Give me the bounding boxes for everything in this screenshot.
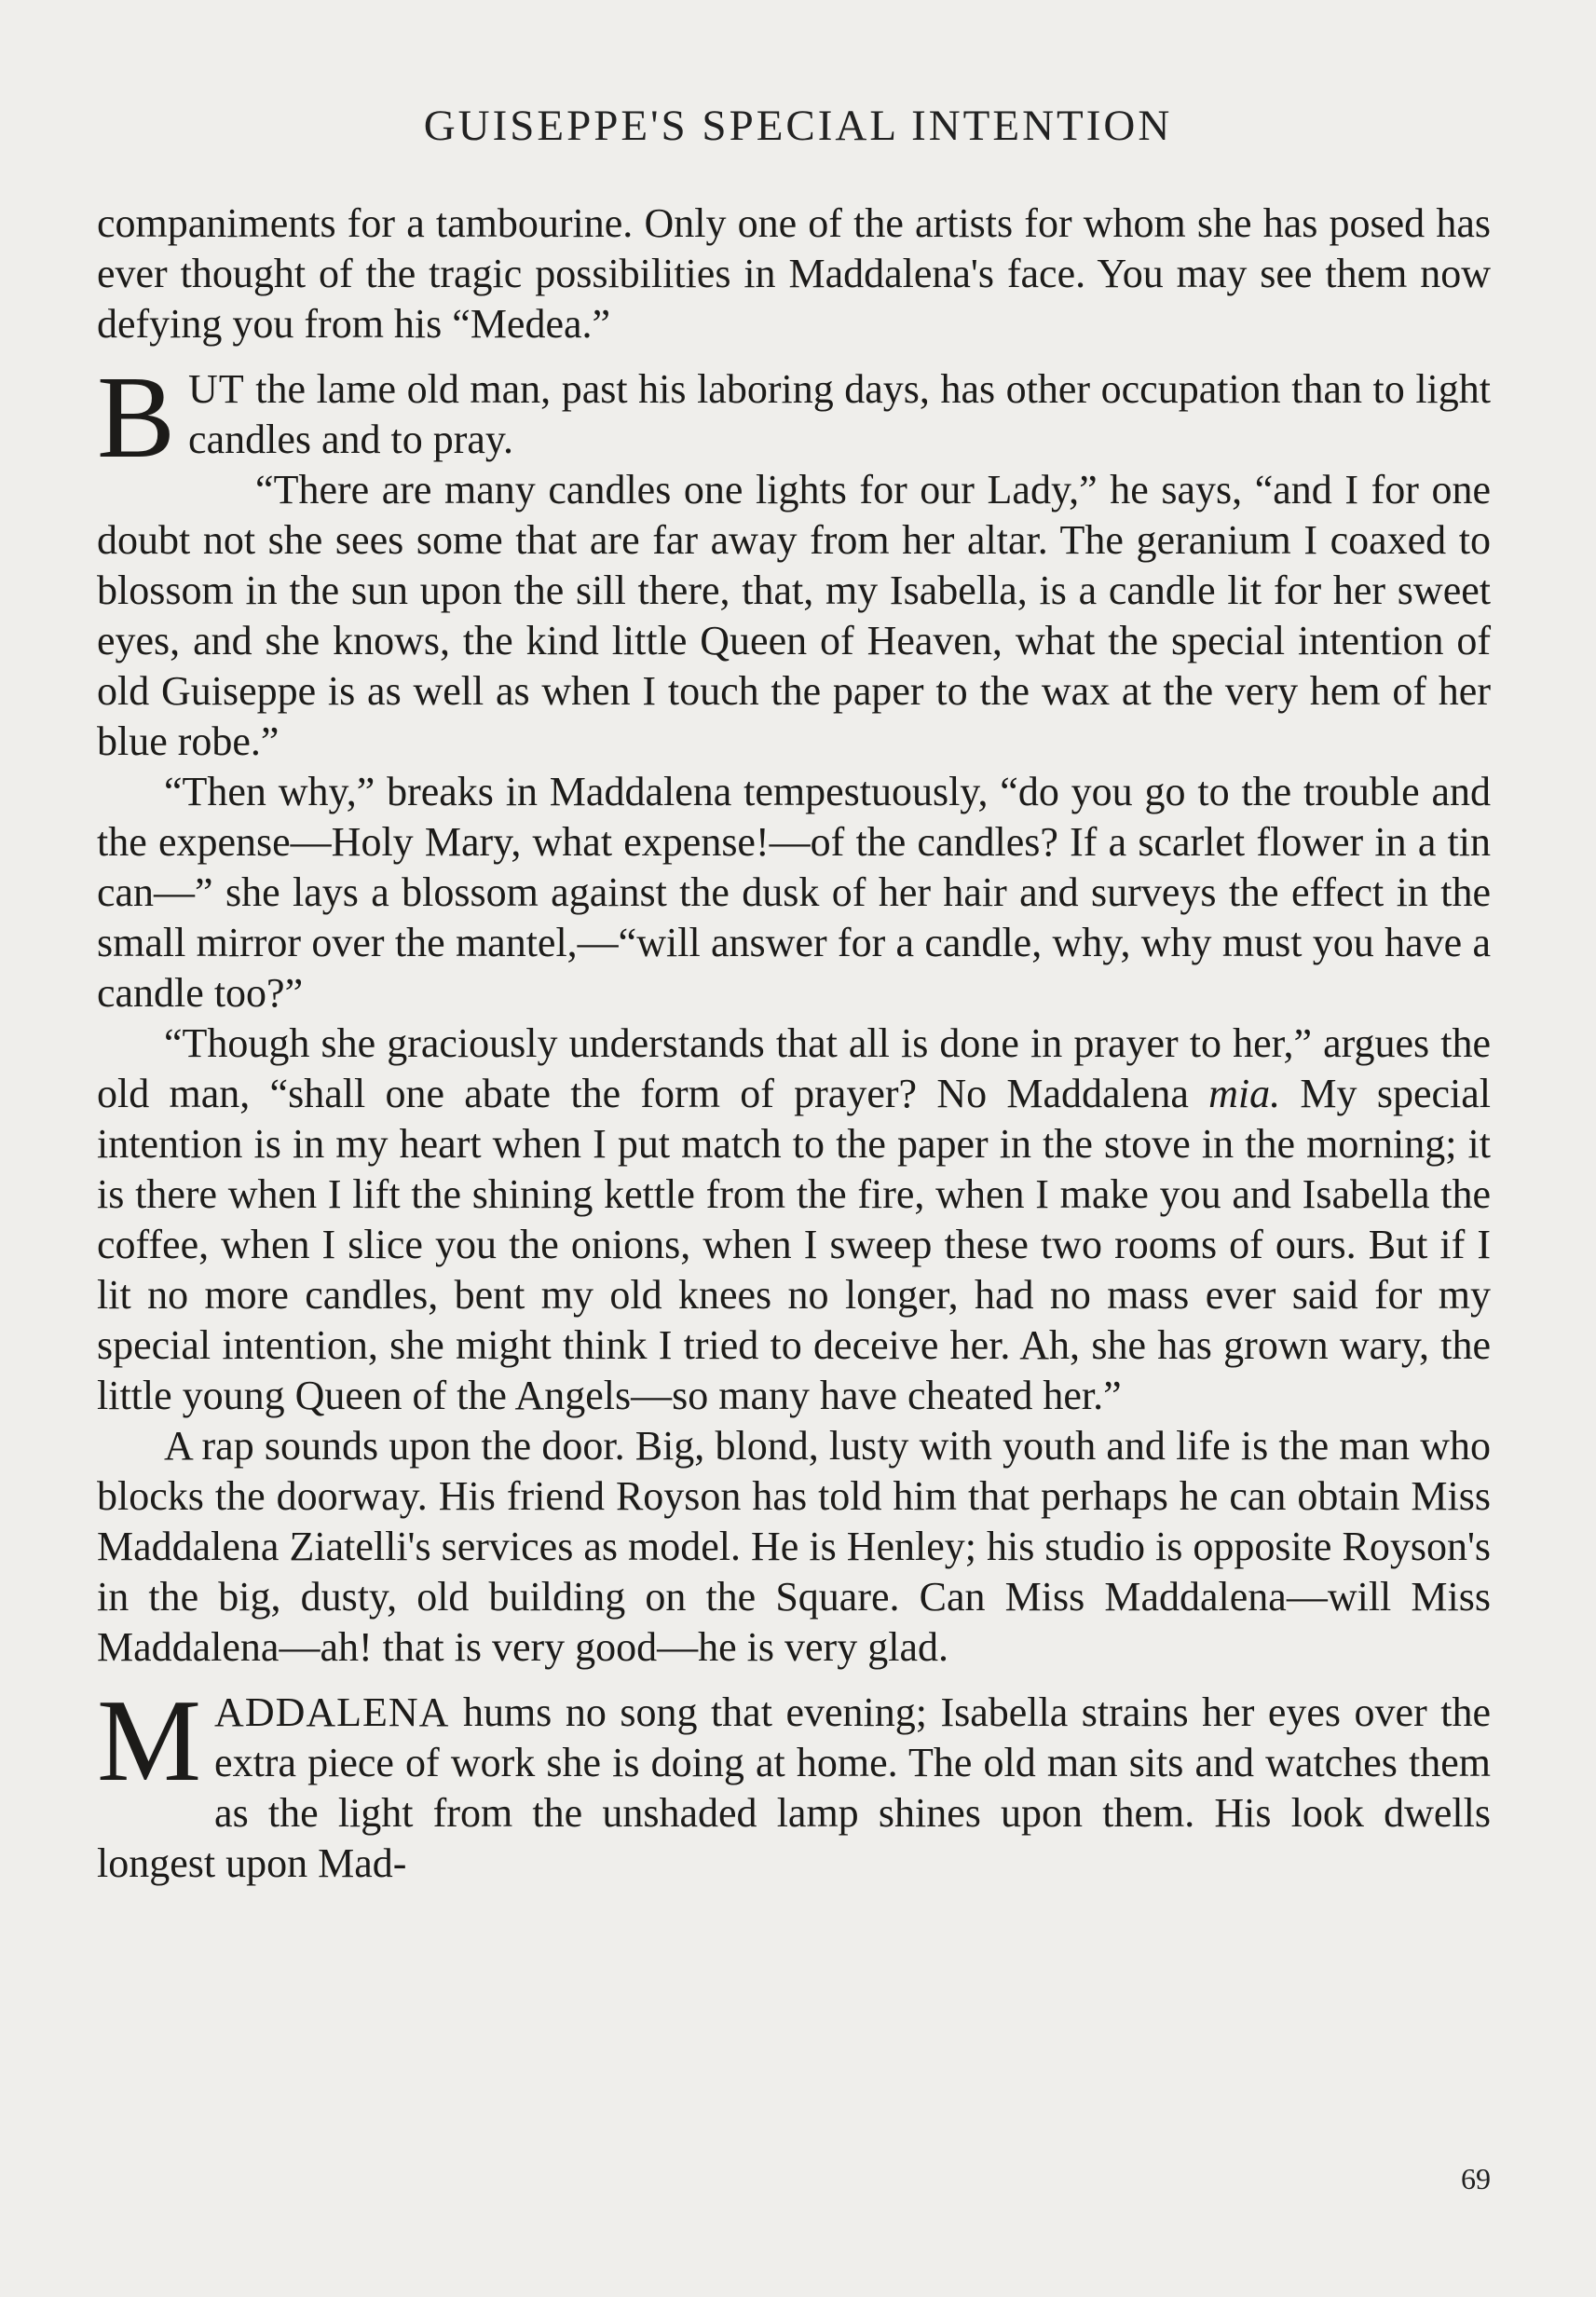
section-2-lead-text: hums no song that evening; Isabella strains her eyes over the extra piece of work she is doing at home. The old man sits and watches them as the light from the unshaded lamp shines upon them. His look dwells longest upon Mad- <box>97 1689 1491 1886</box>
section-2-lead-caps: ADDALENA <box>214 1689 450 1735</box>
paragraph-though-part-a: “Though she graciously understands that all is done in prayer to her,” argues the old man, “shall one abate the form of prayer? No Maddalena <box>97 1020 1491 1116</box>
page-number: 69 <box>1461 2162 1491 2195</box>
paragraph-section-1-opening <box>97 353 1491 483</box>
body-text <box>97 198 1491 1889</box>
paragraph-candles: “There are many candles one lights for our Lady,” he says, “and I for one doubt not she sees some that are far away from her altar. The geranium I coaxed to blossom in the sun upon the sill there, that, my Isabella, is a candle lit for her sweet eyes, and she knows, the kind little Queen of Heaven, what the special intention of old Guiseppe is as well as when I touch the paper to the wax at the very hem of her blue robe.” <box>97 467 1491 764</box>
paragraph-section-2-opening <box>97 1676 1491 1889</box>
paragraph-though-part-b: My special intention is in my heart when I put match to the paper in the stove in the morning; it is there when I lift the shining kettle from the fire, when I make you and Isabella the coffee, when I slice you the onions, when I sweep these two rooms of ours. But if I lit no more candles, bent my old knees no longer, had no mass ever said for my special intention, she might think I tried to deceive her. Ah, she has grown wary, the little young Queen of the Angels—so many have cheated her.” <box>97 1071 1491 1418</box>
section-1-lead-text: the lame old man, past his laboring days, has other occupation than to light candles and to pray. <box>188 366 1491 462</box>
section-2 <box>97 1676 1491 1889</box>
drop-cap-m: M <box>97 1676 202 1806</box>
paragraph-then-why: “Then why,” breaks in Maddalena tempestuously, “do you go to the trouble and the expense—Holy Mary, what expense!—of the candles? If a scarlet flower in a tin can—” she lays a blossom against the dusk of her hair and surveys the effect in the small mirror over the mantel,—“will answer for a candle, why, why must you have a candle too?” <box>97 769 1491 1016</box>
italic-mia: mia. <box>1208 1071 1281 1116</box>
paragraph-rap: A rap sounds upon the door. Big, blond, lusty with youth and life is the man who blocks the doorway. His friend Royson has told him that perhaps he can obtain Miss Maddalena Ziatelli's services as model. He is Henley; his studio is opposite Royson's in the big, dusty, old building on the Square. Can Miss Maddalena—will Miss Maddalena—ah! that is very good—he is very glad. <box>97 1423 1491 1670</box>
running-head: GUISEPPE'S SPECIAL INTENTION <box>423 102 1173 150</box>
paragraph-continued: companiments for a tambourine. Only one of the artists for whom she has posed has ever thought of the tragic possibilities in Maddalena's face. You may see them now defying you from his “Medea.” <box>97 200 1491 347</box>
drop-cap-b: B <box>97 353 176 483</box>
paragraph-though <box>97 1019 1491 1421</box>
section-1 <box>97 353 1491 767</box>
section-1-lead-caps: UT <box>188 366 245 412</box>
